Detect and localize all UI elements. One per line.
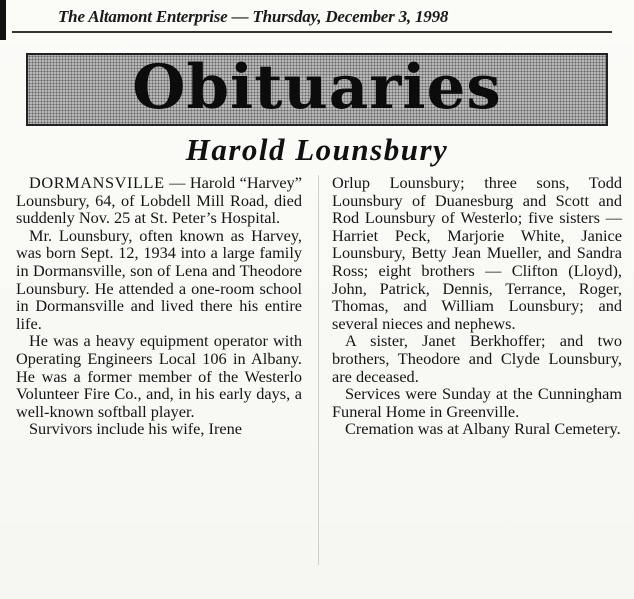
article-column-left (16, 174, 302, 438)
masthead: The Altamont Enterprise — Thursday, December 3, 1998 (58, 7, 449, 26)
paragraph-text: — Harold “Harvey” Lounsbury, 64, of Lobdell Mill Road, died suddenly Nov. 25 at St. Peter’s Hospital. (16, 173, 302, 228)
page-edge-mark (0, 0, 6, 40)
article-paragraph: Orlup Lounsbury; three sons, Todd Lounsbury of Duanesburg and Scott and Rod Lounsbury of Westerlo; five sisters — Harriet Peck, Marjorie White, Janice Lounsbury, Betty Jean Mueller, and Sandra Ross; eight brothers — Clifton (Lloyd), John, Patrick, Dennis, Terrance, Roger, Thomas, and William Lounsbury; and several nieces and nephews. (332, 173, 622, 333)
article-paragraph: Services were Sunday at the Cunningham Funeral Home in Greenville. (332, 384, 622, 421)
dateline: DORMANSVILLE (29, 173, 165, 192)
article-paragraph (16, 174, 302, 227)
section-title: Obituaries (132, 52, 502, 123)
article-paragraph: A sister, Janet Berkhoffer; and two brothers, Theodore and Clyde Lounsbury, are deceased. (332, 331, 622, 386)
article-headline: Harold Lounsbury (185, 132, 449, 167)
article-paragraph: He was a heavy equipment operator with Operating Engineers Local 106 in Albany. He was a former member of the Westerlo Volunteer Fire Co., and, in his early days, a well-known softball player. (16, 331, 302, 421)
column-divider (318, 175, 319, 565)
section-banner (26, 53, 608, 126)
article-column-right (332, 174, 622, 438)
masthead-rule (12, 31, 612, 33)
article-paragraph: Mr. Lounsbury, often known as Harvey, was born Sept. 12, 1934 into a large family in Dormansville, son of Lena and Theodore Lounsbury. He attended a one-room school in Dormansville and lived there his entire life. (16, 225, 302, 333)
article-paragraph: Survivors include his wife, Irene (29, 419, 242, 439)
article-paragraph: Cremation was at Albany Rural Cemetery. (345, 419, 621, 439)
